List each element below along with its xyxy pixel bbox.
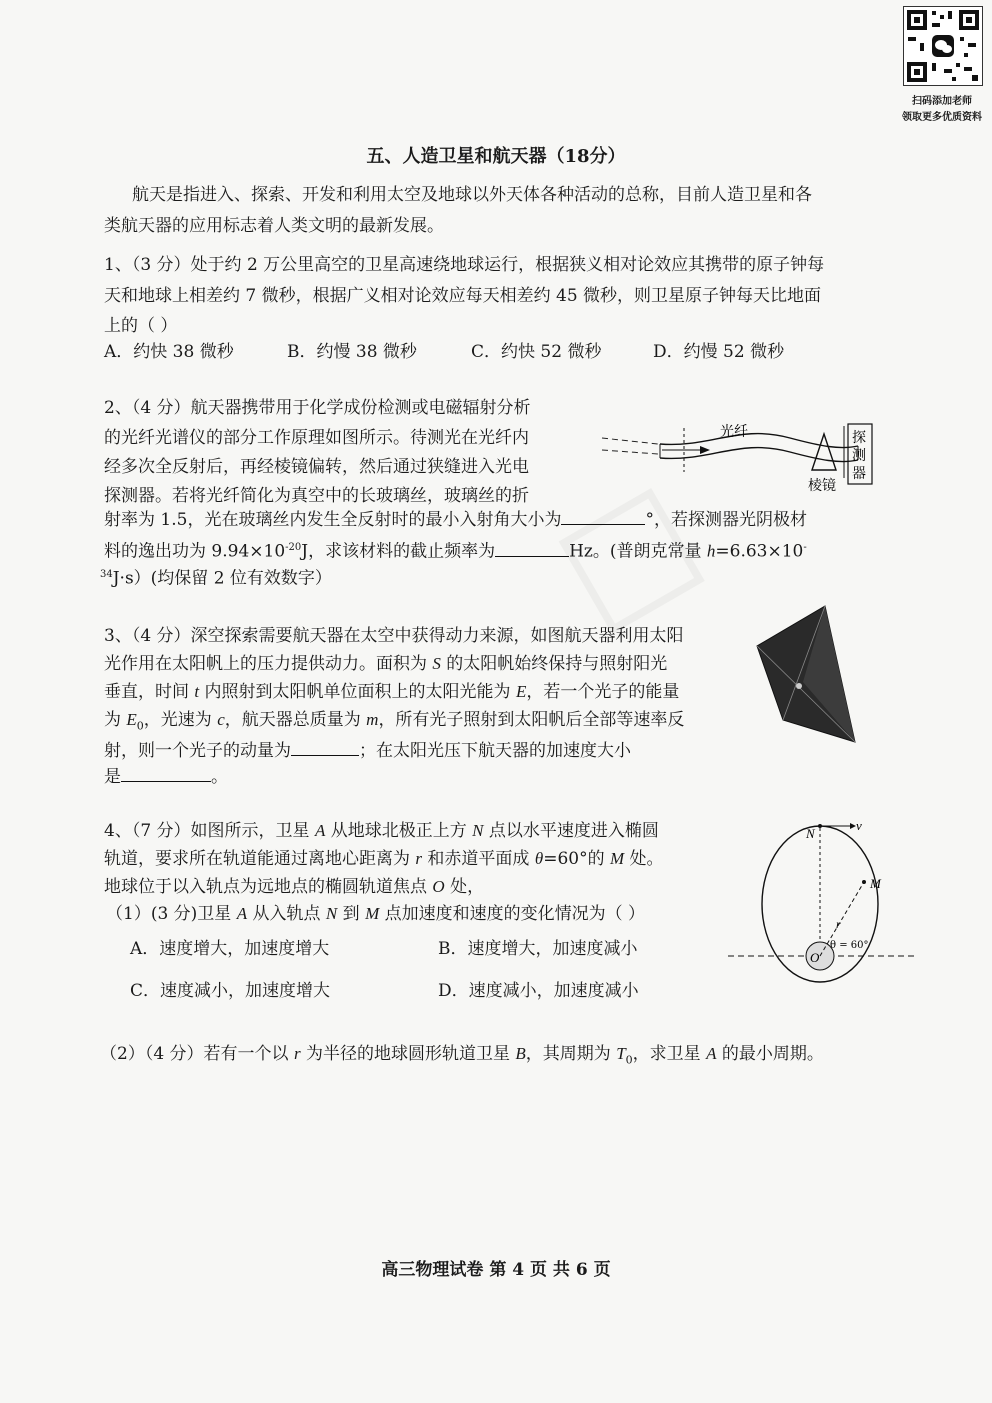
q4-part-1-symbol-a: A (236, 904, 248, 923)
q2-line-6-text-a: 料的逸出功为 9.94×10 (104, 541, 286, 562)
q3-symbol-m: m (366, 710, 379, 729)
q2-line-5-text-a: 射率为 1.5，光在玻璃丝内发生全反射时的最小入射角大小为 (104, 510, 562, 530)
q4-part-2-symbol-t0: T (616, 1044, 626, 1063)
q4-part-1-symbol-n: N (325, 904, 338, 923)
label-angle: θ = 60° (830, 940, 869, 951)
q3-line-6 (104, 763, 228, 789)
q2-line-7 (100, 563, 332, 591)
spacecraft-hub-icon (796, 683, 802, 689)
q3-line-4 (104, 708, 684, 738)
q4-part-2-symbol-a: A (706, 1044, 717, 1063)
q3-line-5-text-a: 射，则一个光子的动量为 (104, 741, 291, 761)
q1-option-b: B．约慢 38 微秒 (287, 342, 417, 362)
q4-symbol-a: A (314, 821, 326, 840)
q3-line-3-text-a: 垂直，时间 (104, 682, 195, 702)
fiber-spectrometer-figure (600, 420, 890, 510)
q4-part-2 (100, 1042, 824, 1072)
qr-code (903, 6, 983, 86)
q2-planck-symbol: h (706, 541, 716, 561)
q2-exp-1: -20 (285, 542, 302, 553)
q4-option-c: C．速度减小，加速度增大 (130, 981, 331, 1001)
orbit-figure (726, 822, 916, 1002)
q4-line-2-text-c: =60°的 (543, 849, 610, 869)
q2-line-2: 的光纤光谱仪的部分工作原理如图所示。待测光在光纤内 (104, 428, 529, 448)
q3-symbol-t: t (194, 682, 200, 701)
q2-line-5-text-b: °，若探测器光阴极材 (645, 510, 807, 530)
label-o: O (810, 950, 820, 965)
q3-symbol-e: E (515, 682, 527, 701)
q3-line-5 (104, 737, 631, 763)
q2-line-6 (104, 536, 807, 564)
solar-sail-image (755, 602, 865, 750)
q4-line-2-text-b: 和赤道平面成 (422, 849, 535, 869)
point-m-dot (862, 880, 866, 884)
q4-symbol-m: M (609, 849, 625, 868)
q4-line-1-text-a: 4、（7 分）如图所示，卫星 (104, 821, 315, 841)
q3-symbol-e0: E (126, 710, 137, 729)
detector-label-2: 测 (852, 448, 866, 464)
q3-line-3-text-b: 内照射到太阳帆单位面积上的太阳光能为 (199, 682, 516, 702)
ray-arrow-icon (700, 446, 710, 454)
q3-line-2-text-a: 光作用在太阳帆上的压力提供动力。面积为 (104, 654, 433, 674)
q4-symbol-theta: θ (534, 849, 544, 868)
q4-part-2-text-b: 为半径的地球圆形轨道卫星 (300, 1044, 516, 1064)
q4-line-1-text-c: 点以水平速度进入椭圆 (483, 821, 659, 841)
q3-line-2-text-b: 的太阳帆始终保持与照射阳光 (440, 654, 668, 674)
q4-part-1-text-a: （1）(3 分)卫星 (106, 904, 237, 924)
q2-line-6-text-b: J，求该材料的截止频率为 (301, 541, 496, 562)
prism-icon (812, 434, 836, 470)
label-n: N (806, 826, 815, 841)
q3-line-3 (104, 680, 679, 704)
q1-line-3: 上的（ ） (104, 316, 178, 336)
q2-exp-2: - (803, 542, 807, 553)
q1-option-a: A．约快 38 微秒 (104, 342, 234, 362)
q2-line-3: 经多次全反射后，再经棱镜偏转，然后通过狭缝进入光电 (104, 457, 529, 477)
label-r: r (836, 917, 841, 931)
q4-part-1 (106, 902, 645, 926)
q4-line-3 (104, 875, 484, 899)
q4-option-d: D．速度减小，加速度减小 (438, 981, 639, 1001)
q4-part-2-symbol-b: B (515, 1044, 526, 1063)
q4-part-2-symbol-r: r (293, 1044, 301, 1063)
q4-option-b: B．速度增大，加速度减小 (438, 939, 638, 959)
q4-symbol-o: O (432, 877, 445, 896)
q4-part-1-text-b: 从入轨点 (247, 904, 326, 924)
label-v: v (856, 822, 862, 833)
detector-label-1: 探 (852, 430, 866, 446)
q2-exp-3: 34 (100, 569, 113, 580)
intro-line-1: 航天是指进入、探索、开发和利用太空及地球以外天体各种活动的总称，目前人造卫星和各 (132, 185, 812, 205)
q4-symbol-r: r (415, 849, 423, 868)
q4-part-2-text-d: ，求卫星 (632, 1044, 707, 1064)
q2-line-6-text-c: Hz。(普朗克常量 (569, 541, 707, 562)
q4-part-2-text-a: （2）（4 分）若有一个以 (100, 1044, 294, 1064)
point-n-dot (818, 824, 822, 828)
prism-label: 棱镜 (808, 478, 836, 494)
q3-line-2 (104, 652, 667, 676)
q3-symbol-s: S (432, 654, 441, 673)
q3-blank-momentum[interactable] (291, 737, 359, 756)
q4-line-1-text-b: 从地球北极正上方 (325, 821, 473, 841)
intro-line-2: 类航天器的应用标志着人类文明的最新发展。 (104, 216, 444, 236)
q4-part-2-text-c: ，其周期为 (525, 1044, 617, 1064)
q4-part-2-text-e: 的最小周期。 (716, 1044, 824, 1064)
q2-line-4: 探测器。若将光纤简化为真空中的长玻璃丝，玻璃丝的折 (104, 486, 529, 506)
q1-option-c: C．约快 52 微秒 (471, 342, 602, 362)
label-m: M (870, 876, 881, 891)
q4-part-1-symbol-m: M (365, 904, 380, 923)
q3-line-6-text-a: 是 (104, 767, 121, 787)
q4-line-2-text-d: 处。 (624, 849, 664, 869)
q4-part-1-text-c: 到 (337, 904, 366, 924)
q3-line-3-text-c: ，若一个光子的能量 (526, 682, 680, 702)
q2-blank-frequency[interactable] (495, 538, 569, 557)
q3-line-4-text-c: ，航天器总质量为 (224, 710, 367, 730)
section-title: 五、人造卫星和航天器（18分） (366, 146, 626, 167)
q3-symbol-c: c (217, 710, 225, 729)
q2-line-6-text-d: =6.63×10 (715, 541, 804, 562)
q2-line-7-text: J·s）(均保留 2 位有效数字） (112, 568, 332, 589)
q2-line-1: 2、（4 分）航天器携带用于化学成份检测或电磁辐射分析 (104, 398, 531, 418)
q3-line-1: 3、（4 分）深空探索需要航天器在太空中获得动力来源，如图航天器利用太阳 (104, 626, 684, 646)
q3-line-5-text-b: ；在太阳光压下航天器的加速度大小 (359, 741, 631, 761)
q4-line-2 (104, 847, 664, 871)
q3-line-6-text-b: 。 (211, 767, 228, 787)
q3-line-4-text-d: ，所有光子照射到太阳帆后全部等速率反 (378, 710, 685, 730)
q3-subscript-0: 0 (136, 719, 144, 733)
fiber-incoming-ray-top (602, 438, 658, 444)
qr-caption-1: 扫码添加老师 (912, 96, 972, 107)
q1-option-d: D．约慢 52 微秒 (653, 342, 785, 362)
fiber-label: 光纤 (720, 424, 748, 440)
q4-line-3-text-b: 处， (444, 877, 485, 897)
q4-line-1 (104, 819, 659, 843)
q4-part-1-text-d: 点加速度和速度的变化情况为（ ） (379, 904, 646, 924)
detector-label-3: 器 (852, 466, 866, 482)
q4-line-2-text-a: 轨道，要求所在轨道能通过离地心距离为 (104, 849, 416, 869)
q1-line-2: 天和地球上相差约 7 微秒，根据广义相对论效应每天相差约 45 微秒，则卫星原子钟每天比地面 (104, 286, 822, 306)
q4-option-a: A．速度增大，加速度增大 (130, 939, 330, 959)
q4-line-3-text-a: 地球位于以入轨点为远地点的椭圆轨道焦点 (104, 877, 433, 897)
page-footer: 高三物理试卷 第 4 页 共 6 页 (381, 1260, 611, 1280)
q3-blank-acceleration[interactable] (121, 763, 211, 782)
q3-line-4-text-a: 为 (104, 710, 127, 730)
q4-symbol-n: N (472, 821, 484, 840)
q4-part-2-subscript-0: 0 (625, 1053, 633, 1067)
qr-caption-2: 领取更多优质资料 (902, 112, 982, 123)
fiber-incoming-ray-bottom (602, 450, 658, 454)
q3-line-4-text-b: ，光速为 (143, 710, 218, 730)
q1-line-1: 1、（3 分）处于约 2 万公里高空的卫星高速绕地球运行，根据狭义相对论效应其携带的原子钟每 (104, 255, 825, 275)
